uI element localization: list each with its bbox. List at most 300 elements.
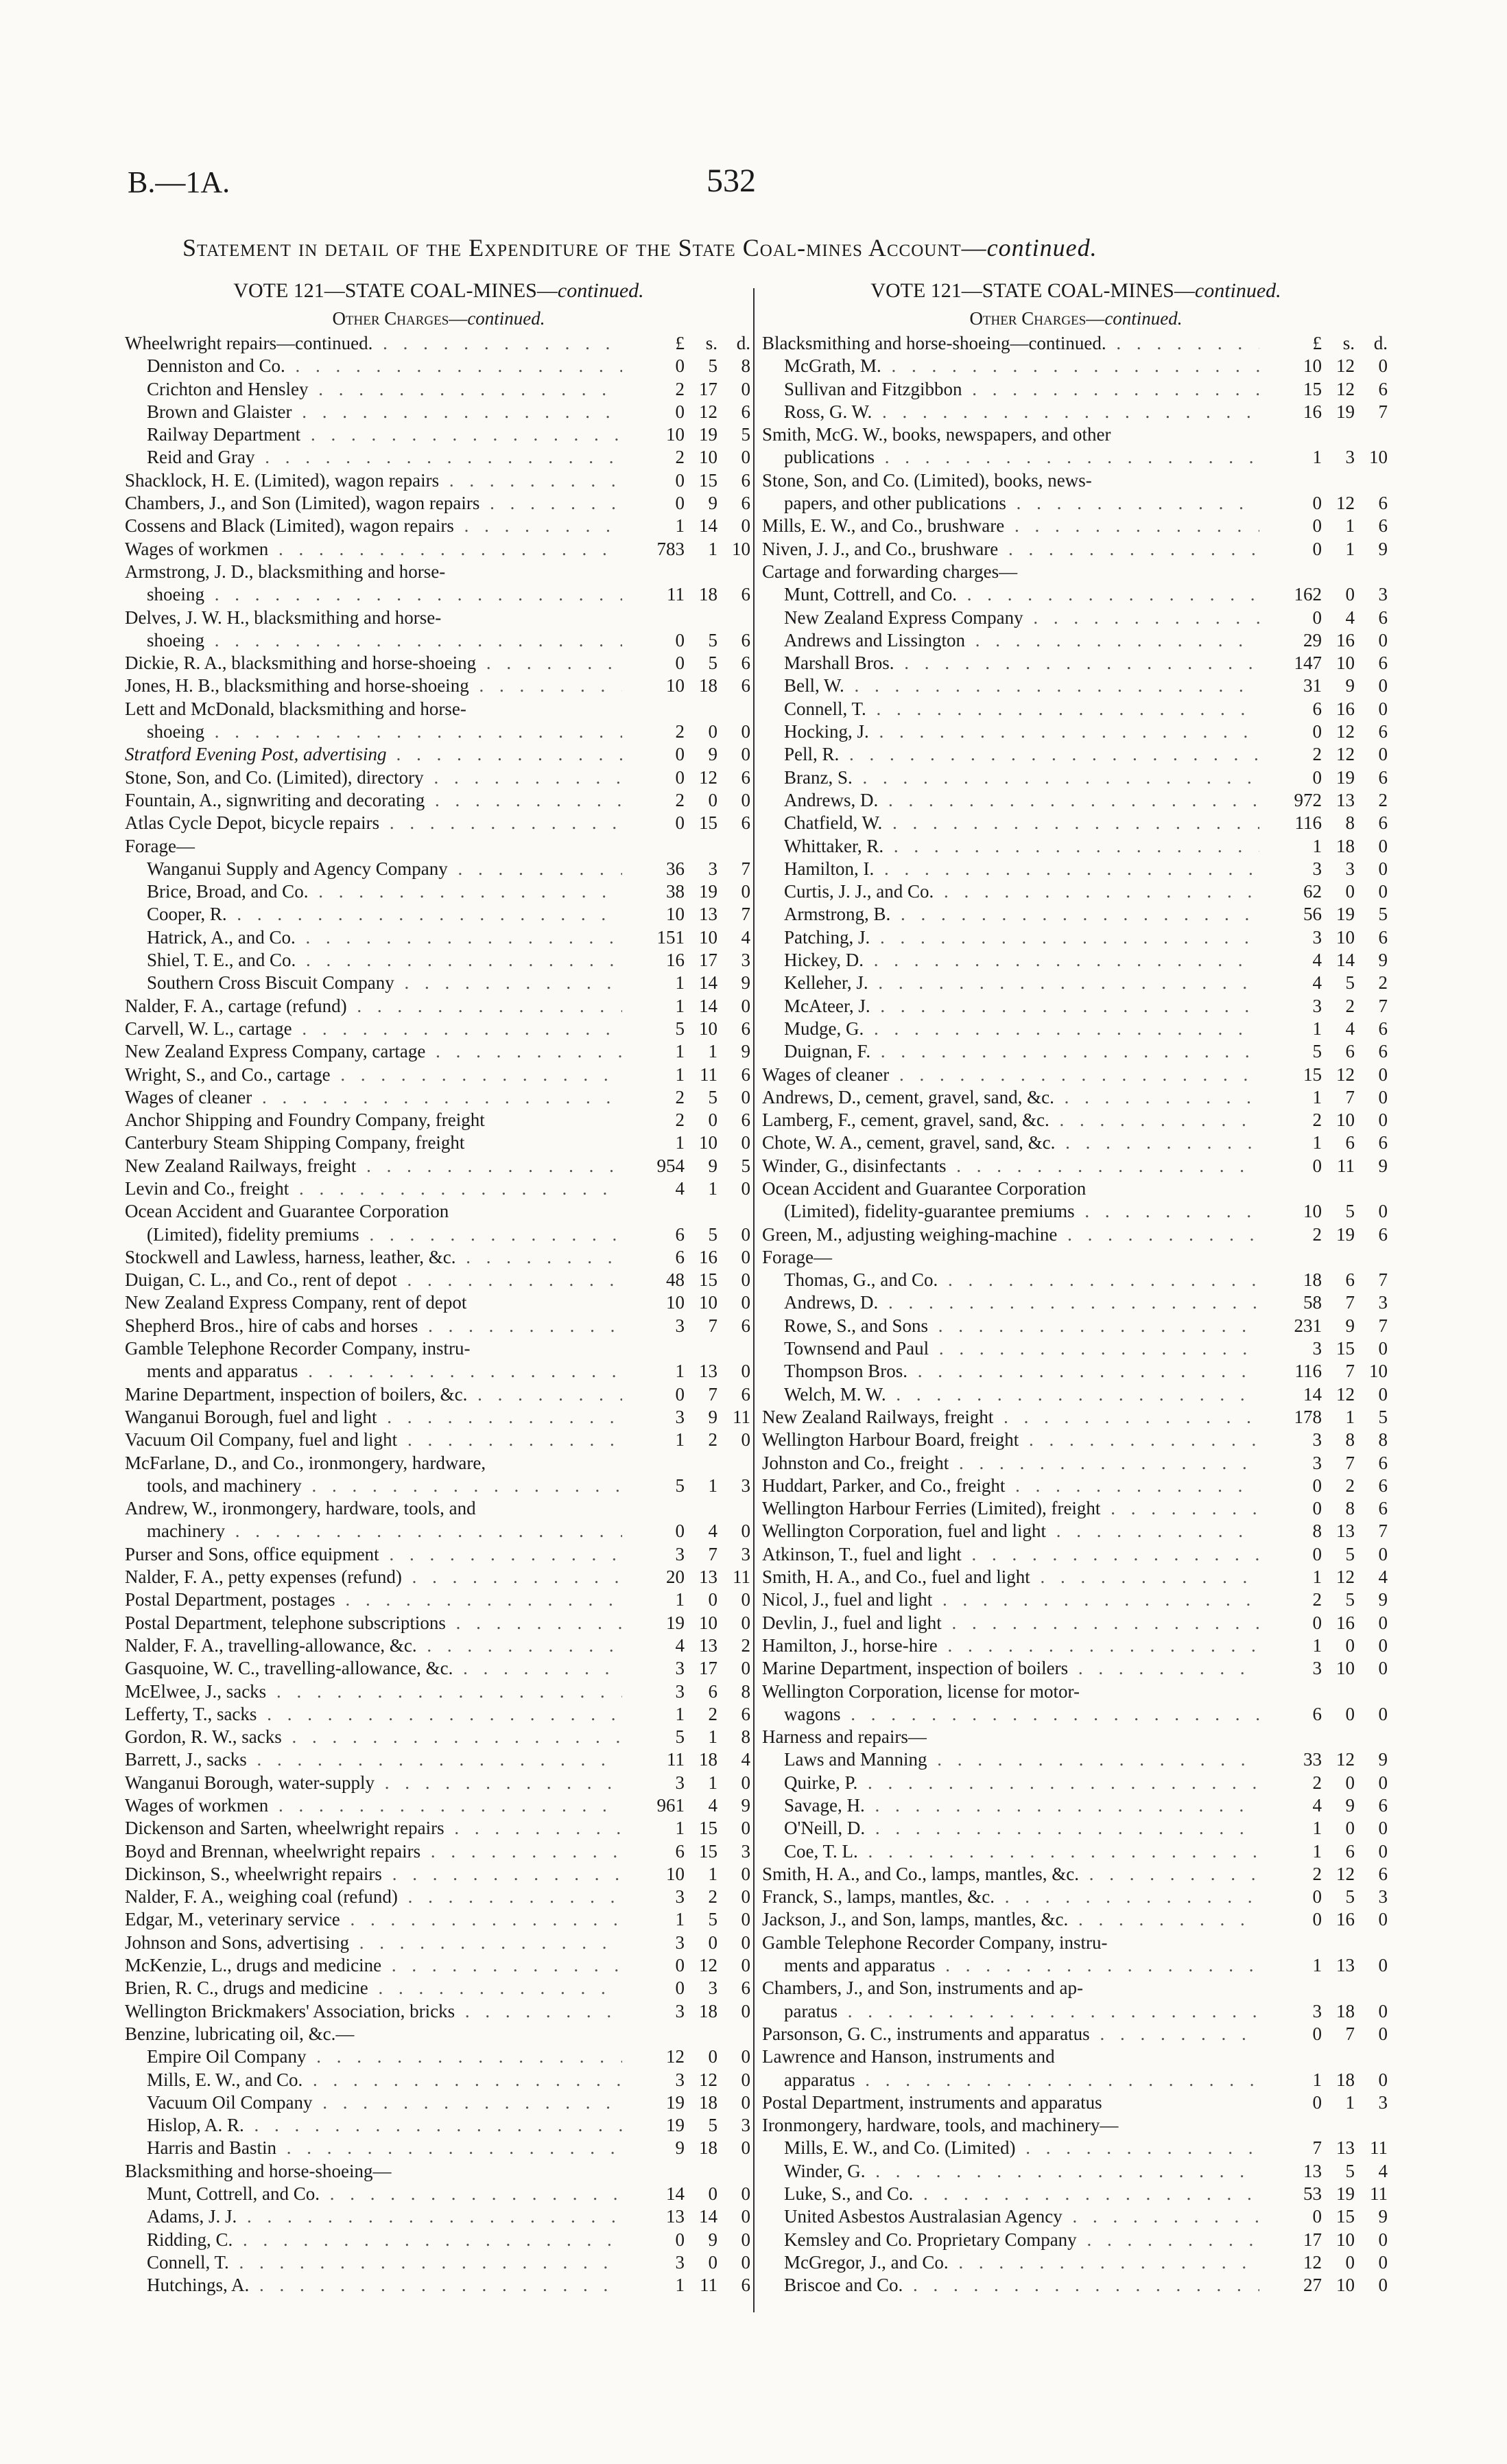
amount-pounds: 0 — [1312, 1909, 1322, 1930]
amount-pounds: 0 — [675, 653, 685, 674]
amount-pounds: 0 — [1312, 1543, 1322, 1564]
amount-pounds: 1 — [675, 1703, 685, 1724]
ledger-row — [762, 858, 1390, 880]
amount-shillings: 18 — [699, 2000, 717, 2021]
amount-shillings: 10 — [699, 1018, 717, 1039]
amount-pence: 0 — [741, 1246, 750, 1267]
entry-description: Gasquoine, W. C., travelling-allowance, &c. . . . — [125, 1657, 622, 1680]
entry-description: Connell, T. . . . — [147, 2251, 622, 2274]
entry-description: New Zealand Express Company . . . — [784, 607, 1259, 629]
amount-pounds: 2 — [1312, 1772, 1322, 1793]
amount-shillings: 12 — [1336, 378, 1355, 399]
amount-shillings: 7 — [708, 1543, 717, 1564]
right-sub-suffix: continued. — [1104, 308, 1183, 329]
amount-pounds: 4 — [675, 1177, 685, 1199]
entry-description: Andrews, D., cement, gravel, sand, &c. . . . — [762, 1086, 1259, 1109]
ledger-row — [762, 1291, 1390, 1314]
ledger-row — [762, 1588, 1390, 1611]
amount-pounds: 10 — [666, 1863, 685, 1884]
amount-pounds: 0 — [1312, 1155, 1322, 1176]
ledger-row — [762, 1520, 1390, 1542]
amount-pence: 0 — [1378, 2023, 1388, 2044]
amount-shillings: 13 — [699, 1634, 717, 1656]
amount-pence: 4 — [741, 1749, 750, 1770]
amount-pounds: 116 — [1294, 1361, 1322, 1382]
entry-description: Green, M., adjusting weighing-machine . . . — [762, 1223, 1259, 1246]
entry-description: Welch, M. W. . . . — [784, 1383, 1259, 1406]
ledger-row — [125, 1588, 752, 1611]
ledger-row — [762, 607, 1390, 629]
amount-pounds: 0 — [675, 355, 685, 377]
entry-description: Hutchings, A. . . . — [147, 2274, 622, 2297]
amount-pounds: 19 — [666, 2115, 685, 2136]
ledger-row — [762, 401, 1390, 423]
amount-shillings: 6 — [1345, 1840, 1355, 1862]
entry-description: Wellington Corporation, license for motor- — [762, 1680, 1080, 1702]
amount-pounds: 1 — [1312, 1567, 1322, 1588]
amount-shillings: 15 — [1336, 1338, 1355, 1359]
amount-shillings: 1 — [708, 1177, 717, 1199]
amount-shillings: 12 — [1336, 744, 1355, 765]
amount-shillings: 5 — [1345, 1589, 1355, 1610]
ledger-row — [762, 1726, 1390, 1748]
amount-shillings: 5 — [708, 1909, 717, 1930]
amount-pence: 6 — [741, 1315, 750, 1336]
ledger-row — [125, 1863, 752, 1886]
amount-pounds: 3 — [1312, 858, 1322, 879]
amount-shillings: 16 — [1336, 1612, 1355, 1633]
amount-pounds: 56 — [1303, 904, 1322, 925]
amount-shillings: 10 — [1336, 653, 1355, 674]
entry-description: Canterbury Steam Shipping Company, freight — [125, 1132, 465, 1153]
ledger-row — [762, 538, 1390, 561]
amount-pounds: 3 — [675, 1315, 685, 1336]
amount-pence: 0 — [1378, 629, 1388, 650]
entry-description: Benzine, lubricating oil, &c.— — [125, 2023, 355, 2044]
amount-shillings: 0 — [1345, 2251, 1355, 2273]
amount-pounds: 1 — [675, 2275, 685, 2296]
amount-pence: 0 — [741, 1955, 750, 1976]
amount-pounds: £ — [1312, 333, 1322, 353]
entry-description: Postal Department, postages . . . — [125, 1588, 622, 1611]
ledger-row — [125, 2137, 752, 2159]
ledger-row — [762, 1657, 1390, 1680]
ledger-row — [125, 378, 752, 401]
amount-shillings: 18 — [1336, 2000, 1355, 2021]
amount-pence: 0 — [1378, 1110, 1388, 1131]
ledger-row — [125, 1977, 752, 1999]
ledger-row — [125, 1794, 752, 1817]
amount-pence: 0 — [1378, 1772, 1388, 1793]
ledger-row — [762, 766, 1390, 789]
amount-shillings: 1 — [708, 1475, 717, 1496]
ledger-row — [125, 1200, 752, 1223]
amount-pence: 0 — [741, 447, 750, 468]
amount-shillings: 4 — [708, 1795, 717, 1816]
entry-description: Wellington Brickmakers' Association, bricks . . . — [125, 2000, 622, 2023]
entry-description: New Zealand Express Company, cartage . . . — [125, 1040, 622, 1063]
entry-description: Carvell, W. L., cartage . . . — [125, 1018, 622, 1040]
left-vote-text: VOTE 121—STATE COAL-MINES— — [233, 279, 558, 302]
amount-pounds: 0 — [1312, 2091, 1322, 2113]
amount-pounds: 0 — [1312, 2206, 1322, 2227]
amount-shillings: 13 — [1336, 1521, 1355, 1542]
amount-shillings: 10 — [699, 1292, 717, 1313]
amount-pence: 0 — [741, 2183, 750, 2205]
left-sub-heading — [125, 305, 752, 332]
entry-description: (Limited), fidelity-guarantee premiums . . . — [784, 1200, 1259, 1223]
left-sub-suffix: continued. — [467, 308, 545, 329]
amount-shillings: 15 — [699, 812, 717, 834]
amount-pence: 0 — [1378, 1818, 1388, 1839]
ledger-row — [125, 2274, 752, 2297]
amount-shillings: 13 — [699, 1361, 717, 1382]
entry-description: Wanganui Supply and Agency Company . . . — [147, 858, 622, 880]
amount-pounds: 7 — [1312, 2137, 1322, 2159]
amount-shillings: 5 — [1345, 1543, 1355, 1564]
amount-pounds: 1 — [675, 1429, 685, 1451]
entry-description: Crichton and Hensley . . . — [147, 378, 622, 401]
entry-description: Hatrick, A., and Co. . . . — [147, 926, 622, 949]
amount-pence: 0 — [1378, 835, 1388, 856]
entry-description: Winder, G., disinfectants . . . — [762, 1155, 1259, 1177]
ledger-row — [125, 446, 752, 469]
amount-shillings: 10 — [1336, 1658, 1355, 1679]
amount-pounds: 10 — [666, 904, 685, 925]
amount-pounds: 19 — [666, 2091, 685, 2113]
amount-shillings: 2 — [1345, 1475, 1355, 1496]
ledger-row — [762, 1840, 1390, 1863]
entry-description: Shepherd Bros., hire of cabs and horses . . . — [125, 1315, 622, 1337]
amount-pence: 8 — [741, 1726, 750, 1748]
entry-description: Sullivan and Fitzgibbon . . . — [784, 378, 1259, 401]
amount-pence: 0 — [741, 378, 750, 399]
entry-description: Stockwell and Lawless, harness, leather, &c. . . . — [125, 1246, 622, 1269]
ledger-row — [125, 789, 752, 812]
amount-pounds: 6 — [675, 1840, 685, 1862]
entry-description: Postal Department, instruments and apparatus — [762, 2091, 1102, 2113]
ledger-row — [125, 583, 752, 606]
entry-description: O'Neill, D. . . . — [784, 1817, 1259, 1840]
ledger-row — [125, 972, 752, 994]
ledger-row — [762, 2137, 1390, 2159]
ledger-row — [125, 1383, 752, 1406]
amount-shillings: 1 — [708, 1726, 717, 1748]
amount-pence: 2 — [1378, 789, 1388, 810]
amount-pounds: 5 — [675, 1475, 685, 1496]
amount-shillings: 1 — [1345, 1406, 1355, 1427]
entry-description: Townsend and Paul . . . — [784, 1337, 1259, 1360]
amount-shillings: 14 — [699, 2206, 717, 2227]
amount-pounds: 1 — [1312, 835, 1322, 856]
amount-pounds: 0 — [675, 1383, 685, 1405]
amount-pence: 5 — [741, 1155, 750, 1176]
amount-pence: 0 — [1378, 1338, 1388, 1359]
ledger-row — [125, 1520, 752, 1542]
amount-pence: 3 — [1378, 1292, 1388, 1313]
entry-description: Mills, E. W., and Co. . . . — [147, 2069, 622, 2091]
entry-description: McAteer, J. . . . — [784, 995, 1259, 1018]
entry-description: Bell, W. . . . — [784, 674, 1259, 697]
amount-pounds: 2 — [675, 1086, 685, 1107]
amount-pence: 4 — [741, 926, 750, 948]
amount-pounds: 0 — [675, 2229, 685, 2250]
entry-description: Wages of cleaner . . . — [125, 1086, 622, 1109]
left-column — [125, 277, 752, 2297]
entry-description: papers, and other publications . . . — [784, 492, 1259, 515]
amount-pence: 9 — [1378, 2206, 1388, 2227]
amount-pounds: 3 — [1312, 926, 1322, 948]
ledger-row — [125, 1680, 752, 1703]
amount-pence: 0 — [1378, 2069, 1388, 2090]
amount-shillings: 17 — [699, 1658, 717, 1679]
ledger-row — [762, 332, 1390, 355]
amount-shillings: 5 — [1345, 1201, 1355, 1222]
entry-description: Chote, W. A., cement, gravel, sand, &c. . . . — [762, 1131, 1259, 1154]
amount-pounds: 2 — [675, 721, 685, 742]
amount-shillings: 12 — [699, 2069, 717, 2090]
statement-title — [182, 233, 1097, 262]
amount-shillings: 8 — [1345, 1429, 1355, 1451]
amount-pounds: 3 — [1312, 1338, 1322, 1359]
ledger-row — [762, 446, 1390, 469]
document-reference: B.—1A. — [128, 165, 230, 199]
amount-pounds: 1 — [1312, 1634, 1322, 1656]
amount-pence: 0 — [741, 1223, 750, 1245]
ledger-row — [762, 1497, 1390, 1520]
amount-pounds: 162 — [1294, 584, 1322, 605]
amount-pounds: 0 — [1312, 607, 1322, 628]
right-ledger — [762, 332, 1390, 2297]
amount-pence: 6 — [741, 812, 750, 834]
entry-description: Wages of cleaner . . . — [762, 1064, 1259, 1086]
amount-pounds: 3 — [675, 2069, 685, 2090]
amount-shillings: 0 — [708, 1110, 717, 1131]
entry-description: Cartage and forwarding charges— — [762, 561, 1018, 582]
amount-pence: 9 — [1378, 538, 1388, 559]
amount-shillings: 0 — [1345, 1818, 1355, 1839]
amount-pounds: 783 — [656, 538, 685, 559]
amount-pounds: 1 — [1312, 1018, 1322, 1039]
entry-description: shoeing . . . — [147, 629, 622, 652]
ledger-row — [762, 2274, 1390, 2297]
amount-pence: 8 — [741, 1680, 750, 1702]
amount-pence: 0 — [741, 1658, 750, 1679]
entry-description: Empire Oil Company . . . — [147, 2045, 622, 2068]
amount-pounds: 0 — [1312, 1612, 1322, 1633]
ledger-row — [125, 1429, 752, 1451]
entry-description: Armstrong, B. . . . — [784, 903, 1259, 926]
ledger-row — [762, 1566, 1390, 1588]
amount-pounds: 11 — [667, 1749, 685, 1770]
amount-pounds: 10 — [1303, 355, 1322, 377]
amount-shillings: 6 — [1345, 1132, 1355, 1153]
entry-description: Duignan, F. . . . — [784, 1040, 1259, 1063]
amount-pounds: 6 — [675, 1246, 685, 1267]
amount-pence: 6 — [741, 1703, 750, 1724]
amount-pounds: 3 — [675, 1543, 685, 1564]
amount-shillings: 7 — [1345, 1086, 1355, 1107]
ledger-row — [125, 2183, 752, 2205]
amount-pence: d. — [736, 333, 750, 353]
entry-description: Wages of workmen . . . — [125, 1794, 622, 1817]
amount-pence: 7 — [741, 858, 750, 879]
amount-shillings: 10 — [1336, 926, 1355, 948]
amount-pounds: 5 — [675, 1726, 685, 1748]
ledger-row — [762, 492, 1390, 515]
entry-description: Chatfield, W. . . . — [784, 812, 1259, 834]
amount-pence: 6 — [741, 1383, 750, 1405]
amount-shillings: 16 — [699, 1246, 717, 1267]
ledger-row — [125, 629, 752, 652]
amount-pounds: 2 — [675, 378, 685, 399]
amount-shillings: 7 — [708, 1383, 717, 1405]
amount-pence: 6 — [1378, 1475, 1388, 1496]
ledger-row — [125, 835, 752, 858]
amount-pence: 11 — [733, 1567, 750, 1588]
ledger-row — [762, 1200, 1390, 1223]
amount-shillings: 15 — [1336, 2206, 1355, 2227]
ledger-row — [762, 1886, 1390, 1908]
amount-pence: 6 — [741, 1018, 750, 1039]
amount-pence: 3 — [1378, 584, 1388, 605]
amount-pence: 6 — [1378, 1223, 1388, 1245]
amount-pence: 0 — [741, 1177, 750, 1199]
ledger-row — [762, 1155, 1390, 1177]
entry-description: Huddart, Parker, and Co., freight . . . — [762, 1475, 1259, 1497]
amount-pounds: 62 — [1303, 881, 1322, 902]
ledger-row — [125, 2160, 752, 2183]
amount-pounds: 0 — [1312, 1498, 1322, 1519]
entry-description: Fountain, A., signwriting and decorating . . . — [125, 789, 622, 812]
amount-pence: 0 — [1378, 1634, 1388, 1656]
entry-description: Shiel, T. E., and Co. . . . — [147, 949, 622, 972]
ledger-row — [125, 1040, 752, 1063]
ledger-row — [125, 1954, 752, 1977]
entry-description: McGrath, M. . . . — [784, 355, 1259, 377]
amount-pence: 11 — [733, 1406, 750, 1427]
amount-pounds: 3 — [675, 2251, 685, 2273]
amount-pounds: 16 — [1303, 401, 1322, 422]
entry-description: Niven, J. J., and Co., brushware . . . — [762, 538, 1259, 561]
amount-shillings: 8 — [1345, 812, 1355, 834]
amount-pounds: 1 — [675, 1041, 685, 1062]
ledger-row — [125, 2229, 752, 2251]
amount-pounds: 3 — [1312, 1429, 1322, 1451]
entry-description: Winder, G. . . . — [784, 2160, 1259, 2183]
amount-pence: 6 — [741, 629, 750, 650]
amount-pounds: 0 — [675, 744, 685, 765]
amount-pounds: 6 — [675, 1223, 685, 1245]
amount-pence: 0 — [741, 995, 750, 1016]
amount-shillings: s. — [705, 333, 717, 353]
amount-shillings: 15 — [699, 469, 717, 491]
amount-pounds: 1 — [1312, 1086, 1322, 1107]
ledger-row — [762, 1223, 1390, 1246]
ledger-row — [762, 629, 1390, 652]
amount-pence: 0 — [741, 1086, 750, 1107]
entry-description: Hamilton, J., horse-hire . . . — [762, 1634, 1259, 1657]
amount-pounds: 33 — [1303, 1749, 1322, 1770]
amount-shillings: 18 — [1336, 2069, 1355, 2090]
amount-pence: 9 — [1378, 1749, 1388, 1770]
amount-shillings: 13 — [1336, 2137, 1355, 2159]
entry-description: New Zealand Express Company, rent of depot — [125, 1292, 467, 1313]
amount-shillings: 0 — [708, 2251, 717, 2273]
entry-description: Mills, E. W., and Co., brushware . . . — [762, 515, 1259, 537]
amount-pounds: 5 — [1312, 1041, 1322, 1062]
amount-pence: 6 — [1378, 1018, 1388, 1039]
amount-shillings: 12 — [1336, 1383, 1355, 1405]
amount-shillings: 19 — [1336, 904, 1355, 925]
entry-description: ments and apparatus . . . — [147, 1360, 622, 1383]
ledger-row — [125, 2251, 752, 2274]
amount-pounds: 231 — [1294, 1315, 1322, 1336]
amount-pounds: 8 — [1312, 1521, 1322, 1542]
entry-description: Southern Cross Biscuit Company . . . — [147, 972, 622, 994]
entry-description: Wellington Harbour Board, freight . . . — [762, 1429, 1259, 1451]
ledger-row — [125, 2023, 752, 2045]
amount-pounds: 31 — [1303, 675, 1322, 696]
amount-shillings: 12 — [1336, 493, 1355, 514]
entry-description: New Zealand Railways, freight . . . — [762, 1406, 1259, 1429]
amount-pounds: 6 — [1312, 698, 1322, 719]
entry-description: Rowe, S., and Sons . . . — [784, 1315, 1259, 1337]
entry-description: Shacklock, H. E. (Limited), wagon repairs . . . — [125, 469, 622, 492]
ledger-row — [762, 423, 1390, 446]
entry-description: Ironmongery, hardware, tools, and machinery— — [762, 2115, 1119, 2136]
amount-shillings: 14 — [699, 995, 717, 1016]
ledger-row — [125, 2069, 752, 2091]
amount-shillings: 10 — [1336, 2229, 1355, 2250]
ledger-row — [125, 1018, 752, 1040]
amount-pounds: 151 — [656, 926, 685, 948]
amount-pence: 6 — [1378, 1795, 1388, 1816]
amount-shillings: 16 — [1336, 698, 1355, 719]
entry-description: Dickie, R. A., blacksmithing and horse-shoeing . . . — [125, 652, 622, 674]
ledger-row — [762, 1337, 1390, 1360]
amount-pounds: 954 — [656, 1155, 685, 1176]
entry-description: Parsonson, G. C., instruments and apparatus . . . — [762, 2023, 1259, 2045]
amount-pence: 2 — [741, 1634, 750, 1656]
amount-pounds: 19 — [666, 1612, 685, 1633]
amount-pounds: 10 — [1303, 1201, 1322, 1222]
ledger-row — [125, 1612, 752, 1634]
amount-shillings: 14 — [1336, 950, 1355, 971]
ledger-row — [125, 469, 752, 492]
entry-description: Harness and repairs— — [762, 1726, 927, 1748]
amount-shillings: 0 — [1345, 1634, 1355, 1656]
amount-pence: 7 — [1378, 401, 1388, 422]
ledger-row — [762, 2183, 1390, 2205]
amount-pence: 0 — [741, 1292, 750, 1313]
ledger-row — [125, 423, 752, 446]
page-number: 532 — [707, 163, 756, 199]
amount-shillings: 1 — [708, 1863, 717, 1884]
amount-pounds: 3 — [1312, 1452, 1322, 1473]
amount-pence: 0 — [741, 1269, 750, 1291]
amount-pounds: 1 — [675, 515, 685, 537]
ledger-row — [125, 2205, 752, 2228]
entry-description: Thomas, G., and Co. . . . — [784, 1269, 1259, 1291]
amount-shillings: 4 — [1345, 1018, 1355, 1039]
ledger-row — [762, 2045, 1390, 2068]
ledger-row — [125, 1772, 752, 1794]
amount-shillings: 5 — [1345, 1886, 1355, 1908]
ledger-row — [762, 1018, 1390, 1040]
amount-pence: 0 — [741, 789, 750, 810]
amount-pounds: 1 — [675, 972, 685, 994]
